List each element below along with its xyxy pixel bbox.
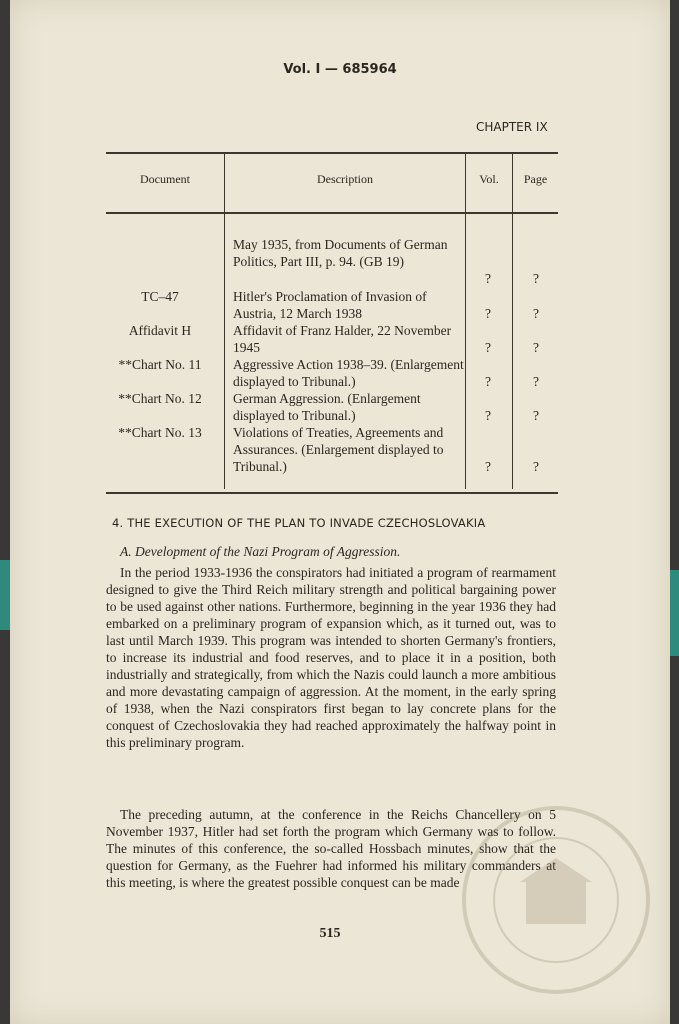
table-header-rule — [106, 212, 558, 214]
table-row-page: ? — [533, 408, 539, 423]
table-row-vol: ? — [485, 271, 491, 286]
table-row-page: ? — [533, 306, 539, 321]
page-number: 515 — [319, 926, 341, 941]
table-row-page: ? — [533, 374, 539, 389]
table-row-vol: ? — [485, 408, 491, 423]
table-row-vol: ? — [485, 459, 491, 474]
column-header-description: Description — [317, 172, 373, 186]
volume-header: Vol. I — 685964 — [283, 62, 397, 77]
table-row-description: Affidavit of Franz Halder, 22 November 1945 — [233, 323, 452, 355]
library-seal-stamp — [456, 800, 656, 1000]
table-row-page: ? — [533, 271, 539, 286]
section-subheading — [120, 544, 400, 560]
table-row-description: Violations of Treaties, Agreements and Assurances. (Enlargement displayed to Tribunal.) — [233, 425, 444, 474]
table-row-description: German Aggression. (Enlargement displayed to Tribunal.) — [233, 391, 421, 423]
document-page — [10, 0, 670, 1024]
table-row-vol: ? — [485, 306, 491, 321]
table-row-document: **Chart No. 13 — [118, 425, 202, 440]
column-header-vol: Vol. — [479, 172, 499, 186]
table-column-divider — [512, 152, 513, 489]
body-paragraph: In the period 1933-1936 the conspirators had initiated a program of rearmament designed to give the Third Reich military strength and political bargaining power to be used against other nations. Furthermore, beginning in the year 1936 they had embarked on a preliminary program of expansion which, as it turned out, was to last until March 1939. This program was intended to shorten Germany's frontiers, to increase its industrial and food reserves, and to place it in a position, both industrially and strategically, from which the Nazis could launch a more ambitious and more devastating campaign of aggression. At the moment, in the early spring of 1938, when the Nazi conspirators first began to lay concrete plans for the conquest of Czechoslovakia they had reached approximately the halfway point in this preliminary program. — [106, 565, 556, 750]
table-row-description: May 1935, from Documents of German Politics, Part III, p. 94. (GB 19) — [233, 237, 448, 269]
column-header-document: Document — [140, 172, 190, 186]
table-row-document: TC–47 — [141, 289, 179, 304]
table-row-vol: ? — [485, 374, 491, 389]
table-row-document: **Chart No. 12 — [118, 391, 202, 406]
column-header-page: Page — [523, 172, 548, 186]
table-row-document: **Chart No. 11 — [118, 357, 202, 372]
section-heading: 4. THE EXECUTION OF THE PLAN TO INVADE CZECHOSLOVAKIA — [112, 516, 486, 530]
table-bottom-rule — [106, 492, 558, 494]
chapter-label: CHAPTER IX — [476, 120, 548, 134]
table-row-page: ? — [533, 459, 539, 474]
table-row-vol: ? — [485, 340, 491, 355]
subheading-text: A. Development of the Nazi Program of Aggression. — [120, 544, 401, 559]
table-column-divider — [224, 152, 225, 489]
table-row-description: Hitler's Proclamation of Invasion of Austria, 12 March 1938 — [233, 289, 427, 321]
body-paragraph: The preceding autumn, at the conference in the Reichs Chancellery on 5 November 1937, Hitler had set forth the program which Germany was to follow. The minutes of this conference, the so-called Hossbach minutes, show that the question for Germany, as the Fuehrer had informed his military commanders at this meeting, is where the greatest possible conquest can be made — [106, 807, 556, 890]
table-row-page: ? — [533, 340, 539, 355]
table-row-document: Affidavit H — [128, 323, 192, 338]
table-row-description: Aggressive Action 1938–39. (Enlargement displayed to Tribunal.) — [233, 357, 464, 389]
table-top-rule — [106, 152, 558, 154]
